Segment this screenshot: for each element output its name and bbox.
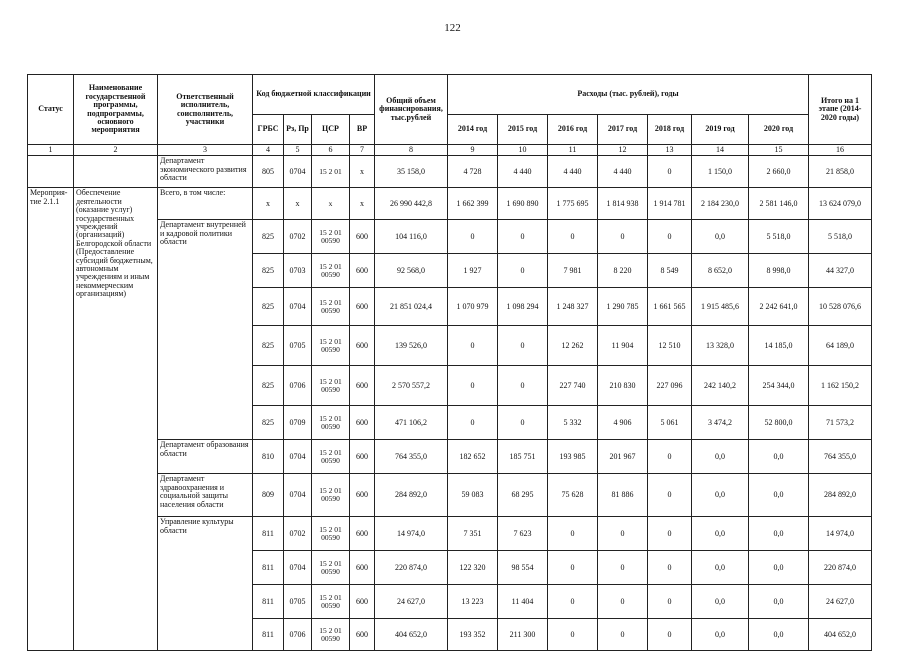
rzpr-cell: x xyxy=(284,188,312,220)
year-2015-cell: 211 300 xyxy=(498,619,548,651)
column-number: 6 xyxy=(312,145,350,156)
year-2020-cell: 0,0 xyxy=(749,551,809,585)
grbs-cell: 809 xyxy=(253,474,284,517)
rzpr-cell: 0704 xyxy=(284,551,312,585)
column-number: 9 xyxy=(448,145,498,156)
year-2016-cell: 0 xyxy=(548,517,598,551)
table-row xyxy=(28,188,872,220)
header-program: Наименование государственной программы, подпрограммы, основного мероприятия xyxy=(74,75,158,145)
year-2014-cell: 193 352 xyxy=(448,619,498,651)
itogo-cell: 5 518,0 xyxy=(809,220,872,254)
year-2016-cell: 1 248 327 xyxy=(548,288,598,326)
vr-cell: 600 xyxy=(350,551,375,585)
table-body xyxy=(28,156,872,651)
year-2014-cell: 1 927 xyxy=(448,254,498,288)
year-2016-cell: 1 775 695 xyxy=(548,188,598,220)
csr-cell: 15 2 01 xyxy=(312,156,350,188)
column-number: 14 xyxy=(692,145,749,156)
year-2019-cell: 242 140,2 xyxy=(692,366,749,406)
column-number: 2 xyxy=(74,145,158,156)
year-2015-cell: 0 xyxy=(498,406,548,440)
grbs-cell: 825 xyxy=(253,326,284,366)
grbs-cell: 811 xyxy=(253,517,284,551)
year-2014-cell: 1 662 399 xyxy=(448,188,498,220)
csr-cell: 15 2 01 00590 xyxy=(312,366,350,406)
csr-cell: 15 2 01 00590 xyxy=(312,406,350,440)
year-2019-cell: 13 328,0 xyxy=(692,326,749,366)
year-2015-cell: 98 554 xyxy=(498,551,548,585)
year-2014-cell: 182 652 xyxy=(448,440,498,474)
itogo-cell: 24 627,0 xyxy=(809,585,872,619)
year-2015-cell: 0 xyxy=(498,220,548,254)
column-number: 3 xyxy=(158,145,253,156)
year-2018-cell: 1 661 565 xyxy=(648,288,692,326)
vr-cell: 600 xyxy=(350,366,375,406)
column-number: 5 xyxy=(284,145,312,156)
rzpr-cell: 0705 xyxy=(284,585,312,619)
csr-cell: 15 2 01 00590 xyxy=(312,551,350,585)
year-2014-cell: 122 320 xyxy=(448,551,498,585)
year-2020-cell: 2 242 641,0 xyxy=(749,288,809,326)
header-expenses: Расходы (тыс. рублей), годы xyxy=(448,75,809,115)
vr-cell: 600 xyxy=(350,326,375,366)
year-2018-cell: 0 xyxy=(648,474,692,517)
header-vr: ВР xyxy=(350,115,375,145)
rzpr-cell: 0706 xyxy=(284,366,312,406)
column-number: 15 xyxy=(749,145,809,156)
year-2020-cell: 5 518,0 xyxy=(749,220,809,254)
year-2018-cell: 12 510 xyxy=(648,326,692,366)
year-2020-cell: 52 800,0 xyxy=(749,406,809,440)
executor-cell: Всего, в том числе: xyxy=(158,188,253,220)
year-2019-cell: 1 915 485,6 xyxy=(692,288,749,326)
year-2019-cell: 0,0 xyxy=(692,474,749,517)
year-2019-cell: 0,0 xyxy=(692,220,749,254)
csr-cell: 15 2 01 00590 xyxy=(312,326,350,366)
total-cell: 404 652,0 xyxy=(375,619,448,651)
year-2020-cell: 0,0 xyxy=(749,585,809,619)
year-2017-cell: 4 440 xyxy=(598,156,648,188)
year-2014-cell: 1 070 979 xyxy=(448,288,498,326)
vr-cell: 600 xyxy=(350,585,375,619)
year-2017-cell: 8 220 xyxy=(598,254,648,288)
year-2015-cell: 4 440 xyxy=(498,156,548,188)
rzpr-cell: 0705 xyxy=(284,326,312,366)
year-2018-cell: 0 xyxy=(648,440,692,474)
rzpr-cell: 0703 xyxy=(284,254,312,288)
year-2018-cell: 0 xyxy=(648,585,692,619)
year-2018-cell: 0 xyxy=(648,551,692,585)
year-2020-cell: 8 998,0 xyxy=(749,254,809,288)
itogo-cell: 220 874,0 xyxy=(809,551,872,585)
header-csr: ЦСР xyxy=(312,115,350,145)
year-2019-cell: 0,0 xyxy=(692,585,749,619)
year-2014-cell: 0 xyxy=(448,220,498,254)
year-2017-cell: 201 967 xyxy=(598,440,648,474)
column-number: 11 xyxy=(548,145,598,156)
csr-cell: x xyxy=(312,188,350,220)
year-2014-cell: 0 xyxy=(448,326,498,366)
column-number-row xyxy=(28,145,872,156)
header-itogo: Итого на 1 этапе (2014-2020 годы) xyxy=(809,75,872,145)
year-2016-cell: 7 981 xyxy=(548,254,598,288)
rzpr-cell: 0709 xyxy=(284,406,312,440)
year-2017-cell: 11 904 xyxy=(598,326,648,366)
year-2017-cell: 81 886 xyxy=(598,474,648,517)
header-rzpr: Рз, Пр xyxy=(284,115,312,145)
total-cell: 92 568,0 xyxy=(375,254,448,288)
header-grbs: ГРБС xyxy=(253,115,284,145)
year-2017-cell: 210 830 xyxy=(598,366,648,406)
year-2015-cell: 0 xyxy=(498,366,548,406)
itogo-cell: 21 858,0 xyxy=(809,156,872,188)
year-2014-cell: 4 728 xyxy=(448,156,498,188)
vr-cell: x xyxy=(350,188,375,220)
itogo-cell: 64 189,0 xyxy=(809,326,872,366)
total-cell: 764 355,0 xyxy=(375,440,448,474)
year-2016-cell: 0 xyxy=(548,551,598,585)
grbs-cell: x xyxy=(253,188,284,220)
grbs-cell: 805 xyxy=(253,156,284,188)
status-cell xyxy=(28,156,74,188)
table-row xyxy=(28,156,872,188)
program-cell: Обеспечение деятельности (оказание услуг) государственных учреждений (организаций) Белгородской области (Предоставление субсидий бюджетным, автономным учреждениям и иным некоммерческим организациям) xyxy=(74,188,158,651)
vr-cell: 600 xyxy=(350,474,375,517)
column-number: 10 xyxy=(498,145,548,156)
year-2020-cell: 14 185,0 xyxy=(749,326,809,366)
year-2016-cell: 227 740 xyxy=(548,366,598,406)
year-2014-cell: 59 083 xyxy=(448,474,498,517)
year-2018-cell: 5 061 xyxy=(648,406,692,440)
vr-cell: 600 xyxy=(350,406,375,440)
total-cell: 284 892,0 xyxy=(375,474,448,517)
year-2016-cell: 0 xyxy=(548,220,598,254)
executor-cell: Департамент экономического развития области xyxy=(158,156,253,188)
itogo-cell: 13 624 079,0 xyxy=(809,188,872,220)
year-2019-cell: 8 652,0 xyxy=(692,254,749,288)
year-2018-cell: 1 914 781 xyxy=(648,188,692,220)
year-2016-cell: 12 262 xyxy=(548,326,598,366)
year-2020-cell: 0,0 xyxy=(749,517,809,551)
itogo-cell: 10 528 076,6 xyxy=(809,288,872,326)
grbs-cell: 825 xyxy=(253,288,284,326)
rzpr-cell: 0706 xyxy=(284,619,312,651)
total-cell: 26 990 442,8 xyxy=(375,188,448,220)
column-number: 4 xyxy=(253,145,284,156)
year-2014-cell: 13 223 xyxy=(448,585,498,619)
rzpr-cell: 0704 xyxy=(284,288,312,326)
column-number: 12 xyxy=(598,145,648,156)
year-2015-cell: 11 404 xyxy=(498,585,548,619)
grbs-cell: 825 xyxy=(253,366,284,406)
year-2020-cell: 2 660,0 xyxy=(749,156,809,188)
year-2017-cell: 1 290 785 xyxy=(598,288,648,326)
header-budget-code: Код бюджетной классификации xyxy=(253,75,375,115)
year-2020-cell: 0,0 xyxy=(749,474,809,517)
year-2018-cell: 0 xyxy=(648,619,692,651)
column-number: 8 xyxy=(375,145,448,156)
header-year: 2014 год xyxy=(448,115,498,145)
vr-cell: 600 xyxy=(350,619,375,651)
vr-cell: 600 xyxy=(350,288,375,326)
year-2015-cell: 7 623 xyxy=(498,517,548,551)
grbs-cell: 811 xyxy=(253,551,284,585)
itogo-cell: 14 974,0 xyxy=(809,517,872,551)
year-2020-cell: 0,0 xyxy=(749,440,809,474)
executor-cell: Департамент здравоохранения и социальной защиты населения области xyxy=(158,474,253,517)
itogo-cell: 764 355,0 xyxy=(809,440,872,474)
year-2019-cell: 3 474,2 xyxy=(692,406,749,440)
year-2014-cell: 0 xyxy=(448,406,498,440)
grbs-cell: 811 xyxy=(253,585,284,619)
vr-cell: 600 xyxy=(350,220,375,254)
total-cell: 104 116,0 xyxy=(375,220,448,254)
year-2020-cell: 2 581 146,0 xyxy=(749,188,809,220)
rzpr-cell: 0702 xyxy=(284,220,312,254)
year-2015-cell: 1 098 294 xyxy=(498,288,548,326)
vr-cell: 600 xyxy=(350,254,375,288)
year-2017-cell: 1 814 938 xyxy=(598,188,648,220)
budget-table xyxy=(27,74,872,651)
rzpr-cell: 0704 xyxy=(284,156,312,188)
header-year: 2015 год xyxy=(498,115,548,145)
rzpr-cell: 0702 xyxy=(284,517,312,551)
year-2018-cell: 8 549 xyxy=(648,254,692,288)
itogo-cell: 404 652,0 xyxy=(809,619,872,651)
csr-cell: 15 2 01 00590 xyxy=(312,220,350,254)
year-2017-cell: 4 906 xyxy=(598,406,648,440)
grbs-cell: 811 xyxy=(253,619,284,651)
rzpr-cell: 0704 xyxy=(284,474,312,517)
total-cell: 24 627,0 xyxy=(375,585,448,619)
year-2015-cell: 68 295 xyxy=(498,474,548,517)
itogo-cell: 284 892,0 xyxy=(809,474,872,517)
total-cell: 2 570 557,2 xyxy=(375,366,448,406)
year-2015-cell: 0 xyxy=(498,326,548,366)
header-status: Статус xyxy=(28,75,74,145)
page-number: 122 xyxy=(444,22,461,34)
column-number: 7 xyxy=(350,145,375,156)
executor-cell: Департамент образования области xyxy=(158,440,253,474)
csr-cell: 15 2 01 00590 xyxy=(312,585,350,619)
header-year: 2017 год xyxy=(598,115,648,145)
header-year: 2016 год xyxy=(548,115,598,145)
column-number: 1 xyxy=(28,145,74,156)
header-year: 2018 год xyxy=(648,115,692,145)
total-cell: 220 874,0 xyxy=(375,551,448,585)
year-2020-cell: 0,0 xyxy=(749,619,809,651)
csr-cell: 15 2 01 00590 xyxy=(312,619,350,651)
header-executor: Ответственный исполнитель, соисполнитель, участники xyxy=(158,75,253,145)
header-total-volume: Общий объем финансирования, тыс.рублей xyxy=(375,75,448,145)
year-2018-cell: 0 xyxy=(648,220,692,254)
grbs-cell: 825 xyxy=(253,220,284,254)
status-cell: Мероприя-тие 2.1.1 xyxy=(28,188,74,651)
grbs-cell: 825 xyxy=(253,254,284,288)
vr-cell: 600 xyxy=(350,440,375,474)
year-2018-cell: 227 096 xyxy=(648,366,692,406)
year-2019-cell: 1 150,0 xyxy=(692,156,749,188)
column-number: 16 xyxy=(809,145,872,156)
csr-cell: 15 2 01 00590 xyxy=(312,517,350,551)
year-2018-cell: 0 xyxy=(648,156,692,188)
header-year: 2019 год xyxy=(692,115,749,145)
rzpr-cell: 0704 xyxy=(284,440,312,474)
year-2019-cell: 0,0 xyxy=(692,619,749,651)
program-cell xyxy=(74,156,158,188)
executor-cell: Департамент внутренней и кадровой политики области xyxy=(158,220,253,440)
table-header xyxy=(28,75,872,156)
vr-cell: 600 xyxy=(350,517,375,551)
year-2016-cell: 0 xyxy=(548,619,598,651)
column-number: 13 xyxy=(648,145,692,156)
year-2019-cell: 2 184 230,0 xyxy=(692,188,749,220)
year-2014-cell: 7 351 xyxy=(448,517,498,551)
csr-cell: 15 2 01 00590 xyxy=(312,254,350,288)
itogo-cell: 1 162 150,2 xyxy=(809,366,872,406)
year-2019-cell: 0,0 xyxy=(692,440,749,474)
year-2018-cell: 0 xyxy=(648,517,692,551)
year-2015-cell: 1 690 890 xyxy=(498,188,548,220)
itogo-cell: 71 573,2 xyxy=(809,406,872,440)
year-2015-cell: 0 xyxy=(498,254,548,288)
year-2017-cell: 0 xyxy=(598,220,648,254)
vr-cell: x xyxy=(350,156,375,188)
executor-cell: Управление культуры области xyxy=(158,517,253,651)
year-2017-cell: 0 xyxy=(598,551,648,585)
year-2019-cell: 0,0 xyxy=(692,551,749,585)
year-2016-cell: 75 628 xyxy=(548,474,598,517)
grbs-cell: 825 xyxy=(253,406,284,440)
total-cell: 471 106,2 xyxy=(375,406,448,440)
year-2016-cell: 5 332 xyxy=(548,406,598,440)
header-year: 2020 год xyxy=(749,115,809,145)
csr-cell: 15 2 01 00590 xyxy=(312,474,350,517)
itogo-cell: 44 327,0 xyxy=(809,254,872,288)
total-cell: 139 526,0 xyxy=(375,326,448,366)
year-2015-cell: 185 751 xyxy=(498,440,548,474)
grbs-cell: 810 xyxy=(253,440,284,474)
total-cell: 35 158,0 xyxy=(375,156,448,188)
total-cell: 14 974,0 xyxy=(375,517,448,551)
year-2017-cell: 0 xyxy=(598,585,648,619)
year-2016-cell: 0 xyxy=(548,585,598,619)
csr-cell: 15 2 01 00590 xyxy=(312,288,350,326)
year-2016-cell: 4 440 xyxy=(548,156,598,188)
year-2020-cell: 254 344,0 xyxy=(749,366,809,406)
csr-cell: 15 2 01 00590 xyxy=(312,440,350,474)
year-2019-cell: 0,0 xyxy=(692,517,749,551)
total-cell: 21 851 024,4 xyxy=(375,288,448,326)
year-2016-cell: 193 985 xyxy=(548,440,598,474)
year-2017-cell: 0 xyxy=(598,517,648,551)
year-2014-cell: 0 xyxy=(448,366,498,406)
year-2017-cell: 0 xyxy=(598,619,648,651)
